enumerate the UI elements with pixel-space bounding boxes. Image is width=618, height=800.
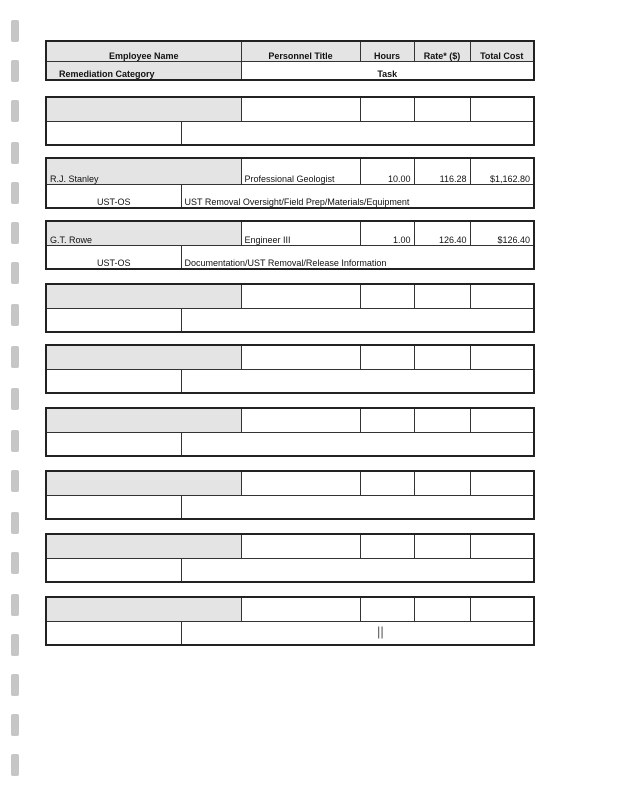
- punch-hole: [11, 182, 19, 204]
- punch-hole: [11, 388, 19, 410]
- punch-hole: [11, 754, 19, 776]
- header-table: [45, 40, 535, 81]
- total-cell: $1,162.80: [470, 158, 534, 184]
- rate-cell: [414, 345, 470, 369]
- task-cell: Documentation/UST Removal/Release Information: [181, 245, 534, 269]
- title-cell: [241, 97, 360, 121]
- category-cell: [46, 621, 181, 645]
- personnel-title-header: Personnel Title: [241, 41, 360, 61]
- punch-hole: [11, 552, 19, 574]
- category-cell: [46, 369, 181, 393]
- title-cell: [241, 345, 360, 369]
- title-cell: Professional Geologist: [241, 158, 360, 184]
- punch-hole: [11, 20, 19, 42]
- entry-block: [45, 220, 535, 270]
- hours-cell: [360, 471, 414, 495]
- rate-cell: [414, 471, 470, 495]
- total-cell: [470, 284, 534, 308]
- employee-cell: G.T. Rowe: [46, 221, 241, 245]
- hours-cell: 1.00: [360, 221, 414, 245]
- punch-hole: [11, 594, 19, 616]
- category-cell: [46, 432, 181, 456]
- entry-block-empty: [45, 470, 535, 520]
- title-cell: [241, 597, 360, 621]
- entry-block-empty: [45, 533, 535, 583]
- task-cell: [181, 121, 534, 145]
- task-cell: [181, 621, 534, 645]
- category-cell: UST-OS: [46, 245, 181, 269]
- punch-hole: [11, 714, 19, 736]
- title-cell: Engineer III: [241, 221, 360, 245]
- hours-cell: [360, 597, 414, 621]
- punch-hole: [11, 222, 19, 244]
- rate-cell: [414, 284, 470, 308]
- punch-hole: [11, 60, 19, 82]
- title-cell: [241, 534, 360, 558]
- punch-hole: [11, 142, 19, 164]
- category-cell: [46, 495, 181, 519]
- rate-cell: [414, 408, 470, 432]
- punch-hole: [11, 674, 19, 696]
- employee-name-header: Employee Name: [46, 41, 241, 61]
- total-cost-header: Total Cost: [470, 41, 534, 61]
- rate-cell: 116.28: [414, 158, 470, 184]
- punch-hole: [11, 512, 19, 534]
- remediation-category-header: Remediation Category: [46, 61, 241, 80]
- hours-cell: [360, 284, 414, 308]
- title-cell: [241, 471, 360, 495]
- hours-cell: [360, 97, 414, 121]
- employee-cell: [46, 345, 241, 369]
- task-header: Task: [241, 61, 534, 80]
- rate-cell: [414, 97, 470, 121]
- hours-cell: 10.00: [360, 158, 414, 184]
- category-cell: [46, 121, 181, 145]
- category-cell: [46, 308, 181, 332]
- task-cell: [181, 432, 534, 456]
- punch-hole: [11, 634, 19, 656]
- hours-cell: [360, 408, 414, 432]
- entry-block-empty: [45, 596, 535, 646]
- total-cell: [470, 534, 534, 558]
- entry-block-empty: [45, 344, 535, 394]
- hours-header: Hours: [360, 41, 414, 61]
- total-cell: [470, 408, 534, 432]
- task-cell: [181, 495, 534, 519]
- task-cell: [181, 308, 534, 332]
- total-cell: $126.40: [470, 221, 534, 245]
- punch-hole: [11, 262, 19, 284]
- employee-cell: [46, 534, 241, 558]
- rate-cell: [414, 534, 470, 558]
- category-cell: UST-OS: [46, 184, 181, 208]
- category-cell: [46, 558, 181, 582]
- employee-cell: [46, 97, 241, 121]
- rate-cell: 126.40: [414, 221, 470, 245]
- entry-block-empty: [45, 407, 535, 457]
- rate-cell: [414, 597, 470, 621]
- punch-hole: [11, 100, 19, 122]
- employee-cell: R.J. Stanley: [46, 158, 241, 184]
- task-cell: [181, 558, 534, 582]
- entry-block: [45, 157, 535, 209]
- hours-cell: [360, 345, 414, 369]
- entry-block-empty: [45, 283, 535, 333]
- employee-cell: [46, 471, 241, 495]
- title-cell: [241, 408, 360, 432]
- punch-hole: [11, 430, 19, 452]
- stray-pen-mark: ||: [377, 624, 384, 639]
- total-cell: [470, 471, 534, 495]
- total-cell: [470, 597, 534, 621]
- employee-cell: [46, 284, 241, 308]
- punch-hole: [11, 304, 19, 326]
- employee-cell: [46, 597, 241, 621]
- entry-block-empty: [45, 96, 535, 146]
- total-cell: [470, 97, 534, 121]
- title-cell: [241, 284, 360, 308]
- employee-cell: [46, 408, 241, 432]
- task-cell: [181, 369, 534, 393]
- total-cell: [470, 345, 534, 369]
- task-cell: UST Removal Oversight/Field Prep/Materials/Equipment: [181, 184, 534, 208]
- punch-hole: [11, 346, 19, 368]
- hours-cell: [360, 534, 414, 558]
- rate-header: Rate* ($): [414, 41, 470, 61]
- punch-hole: [11, 470, 19, 492]
